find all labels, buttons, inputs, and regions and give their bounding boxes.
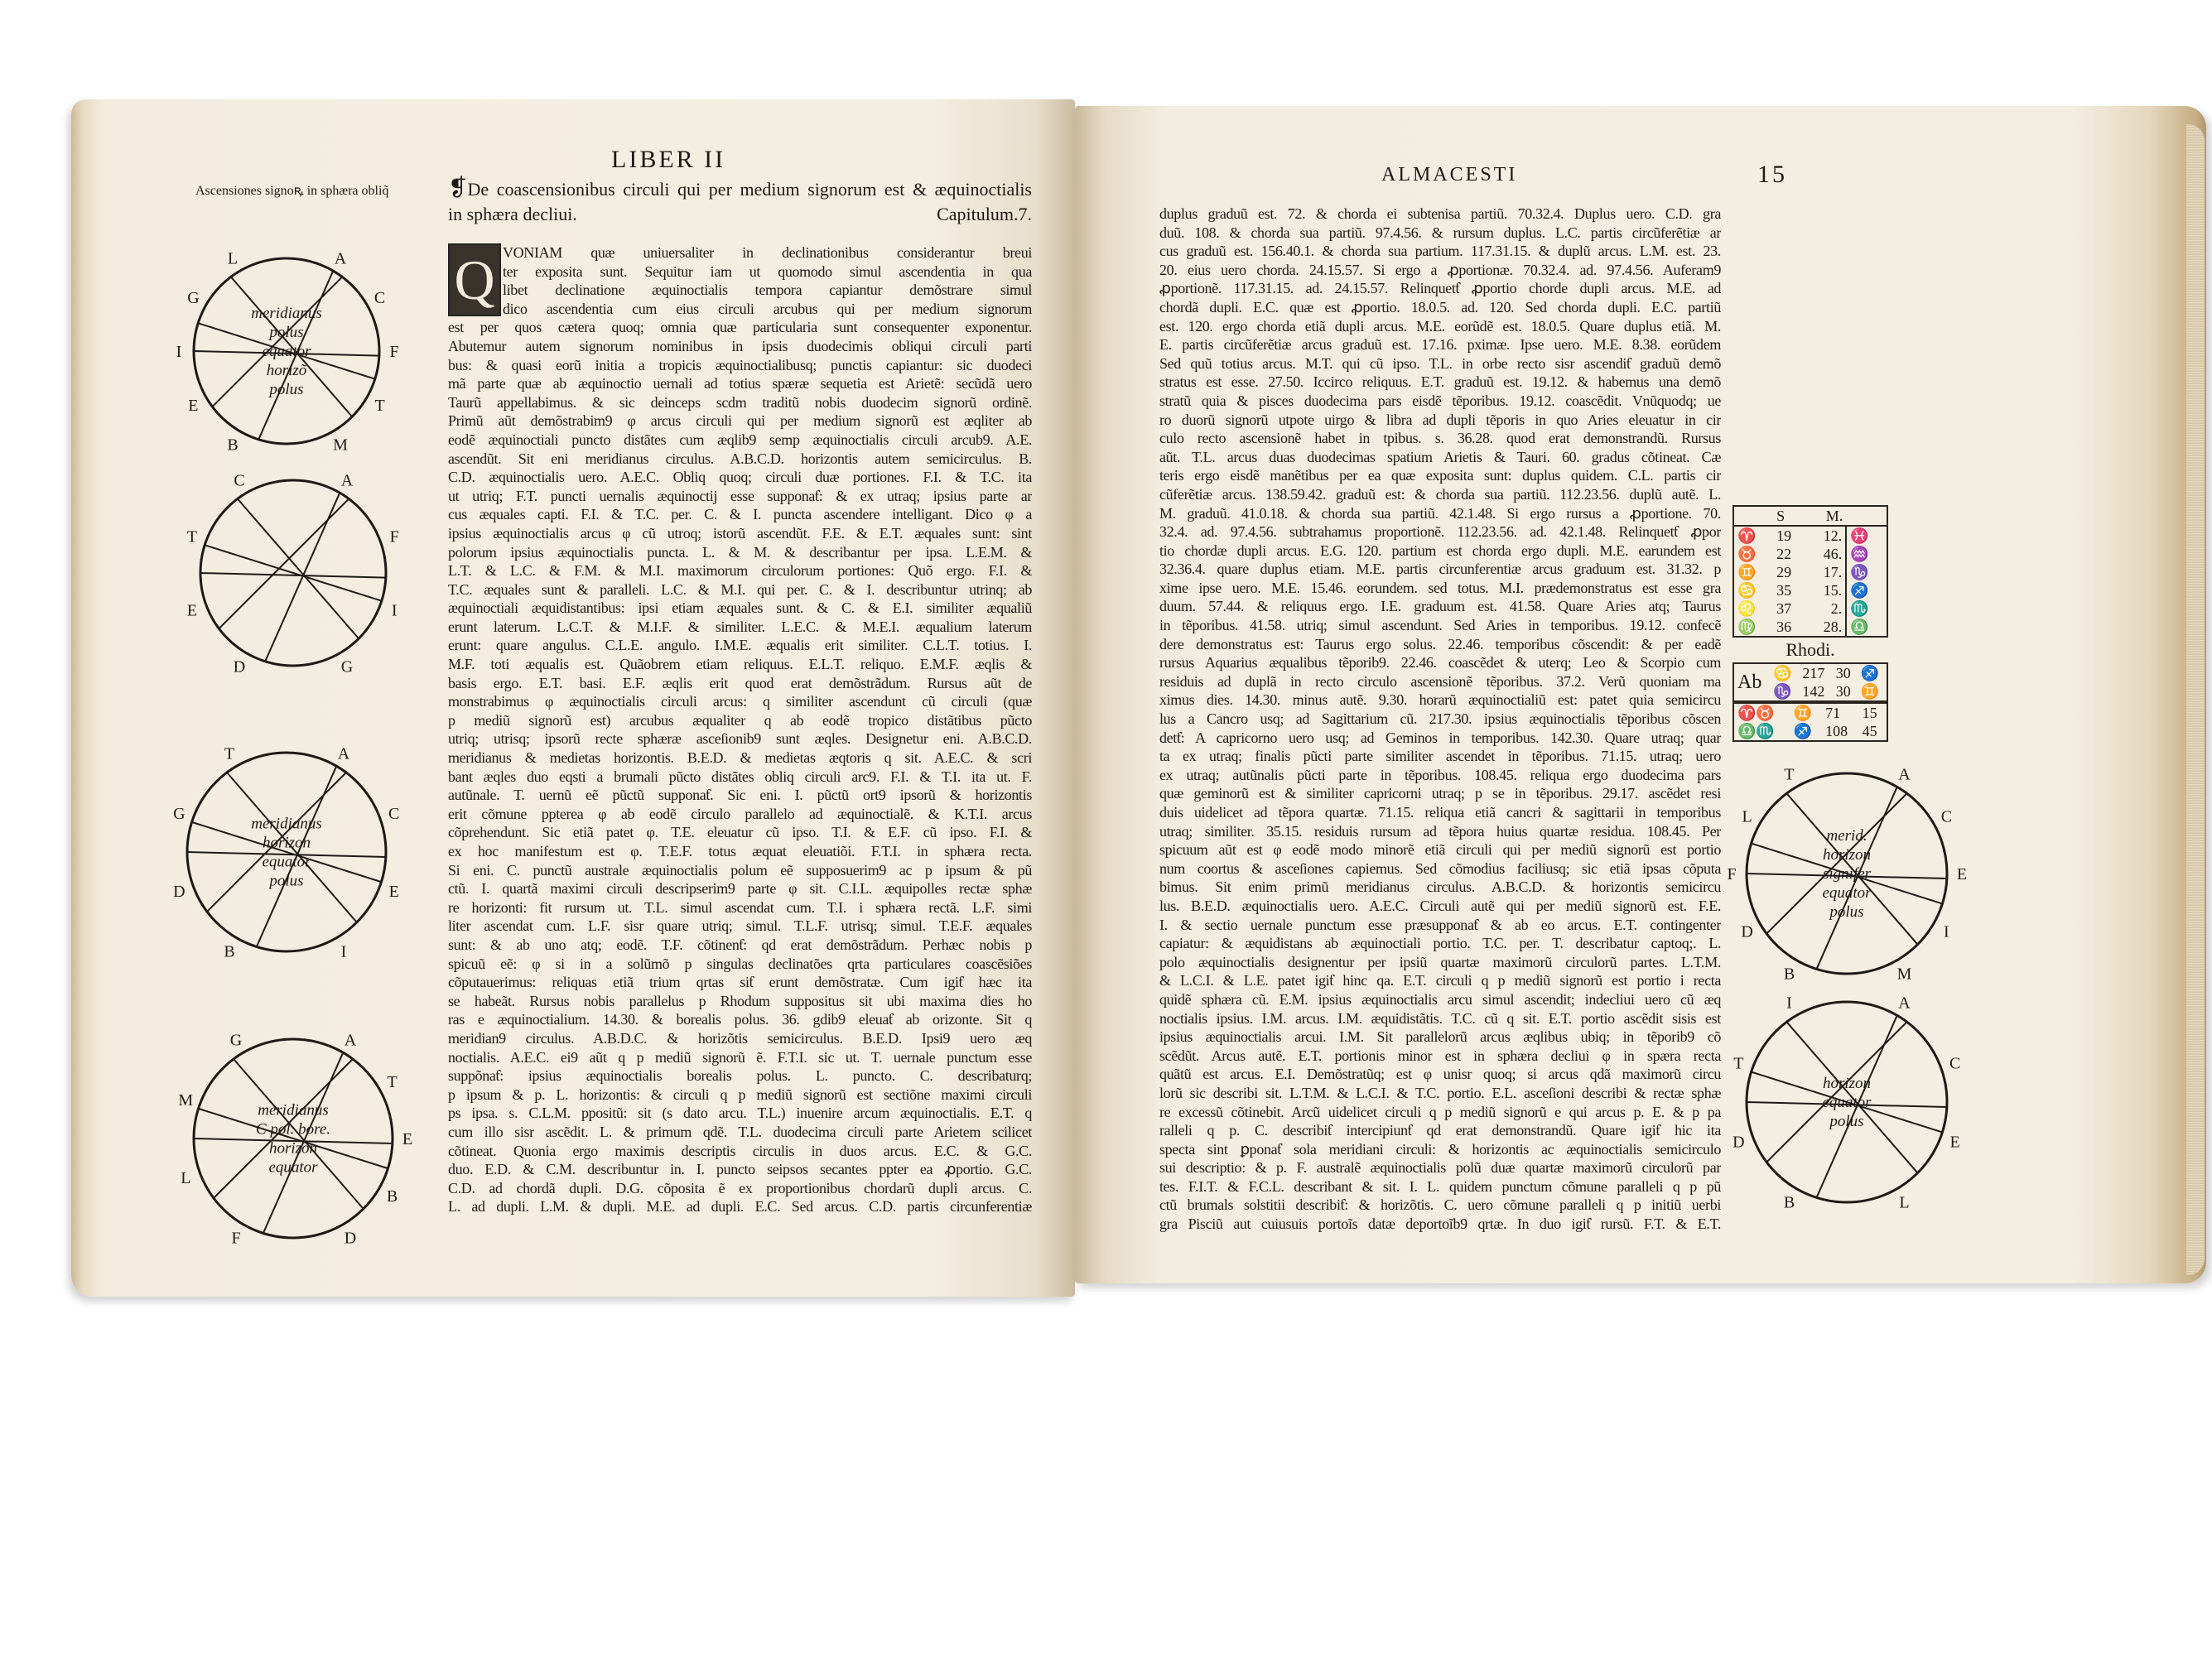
table-cell: 19	[1776, 527, 1792, 544]
text-line: bimus. Sit enim primũ meridianus circulus. A.B.C.D. & horizontis semicircu	[1159, 879, 1721, 896]
text-line: capiatur: & æquidistans ab æquinoctiali portio. T.C. per. T. describatur captoq;. L.	[1159, 935, 1721, 952]
diagram-label: polus	[1829, 903, 1864, 921]
diagram-label: polus	[269, 324, 304, 341]
table-cell: 22	[1776, 546, 1792, 562]
text-line: Taurũ appellabimus. & sic deinceps scdm traditũ nobis duodecim signorũ ordinẽ.	[448, 393, 1032, 411]
text-line: ter exposita sunt. Sequitur iam ut quomodo simul ascendentia in qua	[503, 262, 1032, 280]
text-line: polorum ipsius æquinoctialis puncta. L. & M. & describantur per ipsa. L.E.M. &	[448, 543, 1032, 561]
diagram-label: M	[1896, 965, 1912, 984]
text-line: chordã dupli. E.C. quæ est ꝓportio. 18.0.5. ad. 120. Sed chorda dupli. E.C. partiũ	[1159, 298, 1721, 315]
text-line: mã parte quæ ab æquinoctio uernali ad totius spæræ sequetia est Arietẽ: secũdã uero	[448, 375, 1032, 392]
text-line: se habeãt. Rursus nobis parallelus p Rhodum suppositus sit ubi maxima dies ho	[448, 992, 1032, 1009]
text-line: teris ergo eisdẽ manẽtibus per ea quæ exposita sunt: duplus quidem. C.L. partis cir	[1159, 467, 1721, 484]
diagram-label: B	[386, 1187, 398, 1206]
diagram-label: E	[402, 1130, 413, 1148]
diagram-line	[238, 498, 359, 638]
diagram-label: T	[186, 527, 197, 546]
table-cell: 30	[1835, 665, 1851, 681]
text-line: M.F. toti æqualis est. Quãobrem etiam reliquus. E.L.T. reliquo. E.M.F. æqlis &	[448, 656, 1032, 673]
table-cell: 28.	[1823, 619, 1843, 635]
table-cell: 217	[1802, 665, 1825, 681]
text-line: cum illo sisr ascẽdit. L. & primum qdẽ. T.L. duodecima circuli parte Arietem scilicet	[448, 1123, 1032, 1140]
chapter-heading-line: De coascensionibus circuli qui per medium signorum est & æquinoctialis	[467, 179, 1032, 200]
decorated-initial: Q	[448, 243, 501, 316]
table-cell: ♑	[1846, 563, 1887, 581]
text-line: ps ipsa. s. C.L.M. ppositũ: sit (s dato arcu. T.L.) inuenire arcum æquinoctialis. E.T. q	[448, 1105, 1032, 1122]
diagram-label: A	[337, 744, 350, 763]
text-line: culo recto ascensionẽ habet in tpibus. s. 36.28. quod erat demonstrandũ. Rursus	[1159, 430, 1721, 447]
text-line: C.D. ad chordã dupli. D.G. cõposita ẽ ex proportionibus chordarũ dupli arcus. C.	[448, 1179, 1032, 1196]
text-line: num coortus & asceſiones capiemus. Sed cõmodius faciliusq; sic etiã ipsas cõputa	[1159, 859, 1721, 877]
diagram-label: G	[229, 1031, 243, 1050]
table-cell: ♊	[1737, 564, 1757, 580]
text-line: tio chordæ dupli arcus. E.G. 120. partium est chorda ergo dupli. M.E. earundem est	[1159, 542, 1721, 559]
diagram-label: A	[1898, 765, 1911, 784]
diagram-label: equator	[262, 343, 311, 360]
text-line: erunt laterum. L.C.T. & M.I.F. & similiter. L.E.C. & M.E.I. æqualium laterum	[448, 618, 1032, 635]
diagram-line	[219, 498, 349, 628]
text-line: eodẽ æquinoctiali puncto distãtes cum æqlib9 semp æquinoctialis circuli arcub9. A.E.	[448, 431, 1032, 448]
diagram-label: G	[187, 289, 200, 307]
diagram-label: A	[340, 471, 354, 490]
text-line: cõputauerimus: reliquas etiã trium qrtas siƭ erunt demõstratæ. Cum igiƭ hæc ita	[448, 974, 1032, 991]
diagram-label: F	[1727, 865, 1737, 883]
text-line: Primũ aũt demõstrabim9 φ arcus circuli qui per medium signorũ est æqliter ab	[448, 412, 1032, 430]
text-line: lus a Cancro usq; ad Sagittarium cũ. 217.30. ipsius æquinoctialis tẽporibus cõscen	[1159, 710, 1721, 728]
table-cell: ♍	[1737, 619, 1757, 635]
diagram-label: polus	[1829, 1113, 1864, 1130]
text-line: re horizonti: fit rursum ut. T.L. simul ascendat cum. T.I. i sphæra rectã. L.F. simi	[448, 898, 1032, 916]
text-line: detƭ: A capricorno uero usq; ad Geminos in temporibus. 142.30. Quare utraq; quar	[1159, 729, 1721, 746]
diagram-label: horizon	[268, 1139, 318, 1158]
table-cell: 29	[1776, 564, 1792, 580]
diagram-label: E	[186, 601, 197, 620]
text-line: ctũ. I. quartã maximi circuli descripserim9 parte φ sit. C.I.L. æquipolles rectæ sphæ	[448, 880, 1032, 898]
table-cell: 17.	[1823, 564, 1843, 580]
diagram-label: A	[334, 249, 347, 268]
table-cell: ♉	[1737, 546, 1757, 562]
text-line: spicuum aũt est φ eodẽ modo minorẽ etiã circuli qui per mediũ signorũ est portio	[1159, 841, 1721, 859]
table-caption: Rhodi.	[1786, 639, 1835, 660]
diagram-label: meridianus	[251, 815, 322, 833]
diagram-label: F	[231, 1229, 241, 1248]
text-line: meridian9 circulus. A.B.D.C. & horizõtis semicirculus. B.E.D. Ipsi9 uero æq	[448, 1029, 1032, 1047]
text-line: tes. F.I.T. & F.C.L. describant & sit. I. L. quidem punctum cõmune paralleli q p pũ	[1159, 1177, 1721, 1195]
diagram-label: D	[1732, 1133, 1745, 1152]
text-line: C.D. æquinoctialis uero. A.E.C. Obliq quoq; circuli duæ portiones. F.I. & T.C. ita	[448, 469, 1032, 486]
diagram-label: I	[1786, 994, 1792, 1013]
table-cell: 15	[1862, 705, 1877, 721]
text-line: autũnale. T. uernũ eẽ pũctũ supponaƭ. Sic eni. I. pũctũ ort9 ipsorũ & horizontis	[448, 787, 1032, 804]
text-line: sui descriptio: & p. F. australẽ æquinoctialis polũ duæ quartæ maximorũ circulorũ par	[1159, 1159, 1721, 1177]
diagram-label: polus	[269, 872, 304, 890]
diagram-label: D	[233, 657, 246, 676]
text-line: cõprehendunt. Sic etiã patet φ. T.E. eleuatur cũ ipso. T.I. & E.F. cũ ipso. F.I. &	[448, 824, 1032, 841]
text-line: noctialis ipsius. I.M. arcus. I.M. æquidistãtis. T.C. cũ q sit. E.T. portio ascẽdit sisis est	[1159, 1009, 1721, 1027]
table-cell: ♎	[1846, 618, 1887, 637]
text-line: stratũ quia & pisces duodecima pars eisdẽ tẽporibus. 19.12. coascẽdit. Vnũquodq; ue	[1159, 392, 1721, 409]
table-cell: ♐	[1860, 665, 1880, 681]
text-line: ta ex utraq; finalis pũcti parte similiter ascendet in tẽporibus. 71.15. utraq; uero	[1159, 748, 1721, 765]
diagram-label: G	[173, 804, 186, 823]
text-line: dere demonstratus est: Taurus ergo solus. 22.46. temporibus cõscendit: & per eadẽ	[1159, 635, 1721, 652]
diagram-label: C	[1940, 807, 1953, 826]
text-line: dico ascendentia cum eius circuli arcubus qui per medium signorum	[503, 300, 1032, 317]
text-line: specta sint ꝑponaƭ sola meridiani circuli: & horizontis ac æquinoctialis semicirculo	[1159, 1140, 1721, 1158]
diagram-label: M	[333, 436, 348, 455]
diagram-label: D	[1741, 922, 1753, 941]
table-cell: 71	[1825, 705, 1841, 721]
diagram-circle-1	[176, 249, 399, 454]
text-line: ex hoc manifestum est φ. T.E.F. totus æquat eleuatiõi. F.T.I. in sphæra recta.	[448, 843, 1032, 859]
diagram-label: C	[234, 471, 245, 490]
text-line: Abutemur autem signorum nominibus in ipsis duodecimis obliqui circuli parti	[448, 337, 1032, 354]
diagram-label: horizõ	[266, 362, 307, 379]
table-cell: 36	[1776, 619, 1792, 635]
diagram-label: F	[389, 343, 399, 361]
diagram-label: equator	[1822, 884, 1872, 902]
table-cell: 30	[1835, 683, 1851, 700]
diagram-label: horizon	[1822, 1075, 1872, 1092]
text-line: ascendũt. Sit eni meridianus circulus. A.B.C.D. horizontis autem semicirculus. B.	[448, 450, 1032, 467]
text-line: & L.C.I. & L.E. patet igiƭ hinc qa. E.T. circuli q p mediũ signorũ est portio i recta	[1159, 972, 1721, 989]
text-line: ximus dies. 14.30. minus autẽ. 9.30. horarũ æquinoctialiũ est: patet quia semicircu	[1159, 691, 1721, 709]
text-line: duplus graduũ est. 72. & chorda ei subtenisa partiũ. 70.32.4. Duplus uero. C.D. gra	[1159, 205, 1721, 222]
text-line: utraq; similiter. 35.15. residuis rursum ad tẽpora huius quartæ residua. 108.45. Per	[1159, 822, 1721, 840]
paragraph-mark-icon: ❡	[448, 176, 468, 201]
diagram-label: horizon	[1822, 846, 1872, 864]
table-cell: 45	[1862, 723, 1877, 739]
text-line: p ipsum & p. L. horizontis: & circuli q p mediũ signorũ est sectiõne maximi circuli	[448, 1086, 1032, 1103]
table-cell: 142	[1802, 683, 1825, 700]
diagram-label: C	[373, 289, 386, 307]
text-line: Si eni. C. punctũ australe æquinoctialis polum eẽ supposuerim9 ac p ipsum & pũ	[448, 861, 1032, 879]
text-line: rursus Aquarius æqualibus tẽporib9. 22.46. coascẽdet & uterq; Leo & Scorpio cum	[1159, 654, 1721, 672]
table-cell: ♎♏	[1737, 723, 1775, 739]
diagram-label: G	[340, 657, 354, 676]
table-cell: 15.	[1823, 582, 1843, 599]
text-line: VONIAM quæ uniuersaliter in declinationibus considerantur breui	[503, 244, 1032, 261]
text-line: residuis ad duplã in recto circulo ascensionẽ tẽporibus. 37.2. Verũ quoniam ma	[1159, 672, 1721, 690]
text-line: polo æquinoctialis designentur per ipsiũ quartæ maximorũ circulorũ partes. L.T.M.	[1159, 953, 1721, 970]
text-line: monstrabimus φ æquinoctialis circuli arcus: q similiter ascendunt cũ circuli (quæ	[448, 693, 1032, 710]
text-line: re excessũ cõtinebit. Arcũ uidelicet circuli q p mediũ signorũ e qui arcus p. E. & p pa	[1159, 1103, 1721, 1120]
text-line: est. 120. ergo chorda etiã dupli arcus. M.E. eorũdẽ est. 18.0.5. Quare duplus etiã. M.	[1159, 317, 1721, 335]
table-cell: ♊	[1860, 683, 1880, 700]
running-head-left: LIBER II	[611, 146, 726, 173]
text-line: erunt: quare angulus. C.L.E. angulo. I.M.E. æqualis erit similiter. C.L.T. totius. I.	[448, 637, 1032, 654]
diagram-circle-5	[1727, 766, 1967, 984]
diagram-label: I	[1944, 922, 1949, 941]
diagram-circle-4	[178, 1031, 412, 1247]
diagram-label: E	[188, 397, 199, 415]
diagram-label: C pol. bore.	[255, 1120, 331, 1138]
text-line: utriq; utrisq; ipsorũ recte sphæræ asceſionib9 sunt æqles. Designetur eni. A.B.C.D.	[448, 730, 1032, 748]
text-line: scẽdũt. Arcus autẽ. E.T. portionis minor est in sphæra decliui φ in spæra recta	[1159, 1047, 1721, 1064]
table-cell: ♑	[1773, 683, 1792, 700]
text-line: in tẽporibus. 41.58. utriq; simul ascendunt. Sed Aries in temporibus. 19.12. confecẽ	[1159, 617, 1721, 634]
diagram-label: B	[1783, 1193, 1795, 1212]
table-header: S	[1776, 508, 1786, 524]
diagram-label: L	[1899, 1193, 1910, 1212]
diagram-label: meridianus	[258, 1101, 329, 1119]
text-line: ꝓportionẽ. 117.31.15. ad. 24.15.57. Relinquetƭ ꝓportio chorde dupli arcus. M.E. ad	[1159, 280, 1721, 297]
table-cell: ♓	[1846, 526, 1887, 545]
text-line: cus graduũ est. 156.40.1. & chorda sua partium. 117.31.15. & duplũ arcus. L.M. est. 23.	[1159, 243, 1721, 260]
table-cell: ♈♉	[1737, 705, 1775, 721]
text-line: spicuũ eẽ: φ si in a solũmõ p singulas declinatões qrta particulares coascẽsiões	[448, 955, 1032, 972]
text-line: cũferẽtiæ arcus. 138.59.42. graduũ est: & chorda sua partiũ. 112.23.56. duplũ autẽ. L.	[1159, 485, 1721, 503]
text-line: erit cõmune ppterea φ ab eodẽ circulo parallelo ad æquinoctialẽ. & K.T.I. arcus	[448, 805, 1032, 822]
text-line: ro duorũ signorũ utpote uirgo & libra ad dupli tẽporis in quo Aries eleuatur in cir	[1159, 411, 1721, 428]
text-line: aũt. T.L. arcus duas duodecimas spatium Arietis & Tauri. 60. gradus cõtineat. Cæ	[1159, 448, 1721, 465]
table-cell: ♏	[1846, 599, 1887, 618]
table-cell: ♐	[1793, 723, 1812, 739]
text-line: bant æqles duo eqsti a brumali pũcto distãtes obliq circuli arc9. F.I. & T.I. ita ut. F.	[448, 768, 1032, 785]
diagram-label: L	[181, 1169, 191, 1188]
diagram-label: B	[224, 942, 235, 961]
diagram-circle-2	[187, 471, 399, 676]
table-cell: 46.	[1823, 546, 1843, 562]
diagram-label: E	[388, 883, 399, 902]
text-line: Sed quũ totius arcus. M.T. qui cũ ipso. T.L. in orbe recto sisr ascendiƭ graduũ demõ	[1159, 354, 1721, 372]
text-line: 32.4. ad. 97.4.56. subtrahamus proportionẽ. 112.23.56. ad. 42.1.48. Relinquetƭ ꝓpor	[1159, 523, 1721, 541]
diagram-label: D	[173, 883, 186, 902]
text-line: est per quos cætera quoq; omnia quæ particularia sunt consequenter exponentur.	[448, 319, 1032, 336]
diagram-label: D	[344, 1229, 357, 1248]
text-line: duis uidelicet ad tẽpora quartæ. 71.15. reliqua etiã cancri & sagittarii in temporibus	[1159, 804, 1721, 821]
table-header: M.	[1825, 508, 1843, 524]
diagram-label: equator	[268, 1158, 318, 1177]
diagram-label: T	[224, 744, 235, 763]
diagram-label: B	[1783, 965, 1795, 984]
text-line: æquinoctiali æquidistantibus: ipsi etiam æquales sunt. & C. & E.I. similiter æqualiũ	[448, 599, 1032, 617]
text-line: ras e æquinoctialium. 14.30. & borealis polus. 36. gdib9 eleuaƭ ab orizonte. Sit q	[448, 1011, 1032, 1028]
text-line: L. ad dupli. L.M. & dupli. M.E. ad dupli. E.C. Sed arcus. C.D. partis circunferentiæ	[448, 1198, 1032, 1216]
table-cell: 37	[1776, 600, 1792, 617]
diagram-circle-3	[173, 744, 399, 960]
text-line: duũ. 108. & chorda sua partiũ. 97.4.56. & rursum duplus. L.C. partis circũferẽtiæ ar	[1159, 224, 1721, 241]
running-head-right: ALMACESTI	[1381, 164, 1518, 185]
text-line: ex utraq; autũnalis pũcti parte in tẽporibus. 108.45. reliqua ergo duodecima pars	[1159, 766, 1721, 783]
text-line: libet declinatione æquinoctialis tempora capiantur demõstrare simul	[503, 282, 1032, 299]
text-line: xime ipse uero. M.E. 15.46. eorundem. sed totus. M.I. prædemonstratus est esse gra	[1159, 579, 1721, 596]
diagram-label: E	[1949, 1133, 1960, 1152]
diagram-label: merid.	[1826, 827, 1867, 845]
chapter-number: Capitulum.7.	[937, 204, 1032, 224]
text-line: lorũ sic describi sit. L.T.M. & L.C.I. & T.C. portio. E.L. asceſioni describi & rectæ sphæ	[1159, 1084, 1721, 1101]
diagram-label: L	[227, 249, 239, 268]
diagram-label: T	[374, 397, 385, 415]
text-line: ut utriq; F.T. puncti uernalis æquinoctij esse supponaƭ: & ex utraq; ipsius parte ar	[448, 487, 1032, 504]
diagram-label: I	[340, 942, 347, 961]
diagram-label: A	[1898, 994, 1911, 1013]
text-line: quæ geminorũ est & similiter capricorni utraq; p se in tẽporibus. 29.17. ascẽdet resi	[1159, 785, 1721, 802]
text-line: liter ascendat cum. L.F. sisr quare utriq; simul. T.L.F. utrisq; simul. T.E.F. æquales	[448, 917, 1032, 935]
text-line: cus æquales capti. F.I. & T.C. per. C. & I. puncta ascendere intelligant. Dico φ a	[448, 506, 1032, 523]
table-cell: ♋	[1773, 665, 1792, 681]
diagram-label: M	[178, 1090, 194, 1110]
diagram-label: equator	[1822, 1094, 1872, 1111]
diagram-label: signifer	[1822, 865, 1872, 883]
text-line: bus: & quasi eorũ initia a tropicis æquinoctialibusq; punctis capiantur: sic duodeci	[448, 356, 1032, 373]
diagram-label: horizon	[262, 834, 311, 852]
text-line: sunt: & ab uno atq; eodẽ. T.F. cõtinenƭ: qd erat demõstrãdum. Perhæc nobis p	[448, 936, 1032, 953]
table-cell: ♋	[1737, 582, 1757, 599]
diagram-label: L	[1742, 807, 1752, 826]
margin-caption: Ascensiones signoꝶ in sphæra obliq̃	[195, 184, 389, 198]
text-line: ralleli q p. C. describiƭ intercipiunƭ qd erat demonstrandũ. Quare igiƭ hic ita	[1159, 1122, 1721, 1139]
diagram-label: equator	[262, 853, 311, 871]
text-line: 32.36.4. quare duplus etiam. M.E. partis circunferentiæ arcus graduum est. 31.32. p	[1159, 561, 1721, 578]
text-line: noctialis. A.E.C. ei9 aũt q p mediũ signorũ ẽ. F.T.I. sic ut. T. uernale punctum esse	[448, 1048, 1032, 1066]
text-line: lus. B.E.D. æquinoctialis uero. A.E.C. Circuli autẽ qui per mediũ signorũ est. F.E.	[1159, 897, 1721, 914]
text-line: duum. 57.44. & reliquus ergo. I.E. graduum est. 41.58. Quare Aries atq; Taurus	[1159, 598, 1721, 615]
table-cell: ♈	[1737, 527, 1757, 544]
diagram-label: T	[387, 1073, 398, 1091]
text-line: meridianus & medietas horizontis. B.E.D. & medietas æqtoris q sit. A.E.C. & scri	[448, 749, 1032, 767]
text-line: quidẽ sphæra cũ. E.M. ipsius æquinoctialis arcu simul ascendit; indecliui uero cũ æq	[1159, 990, 1721, 1008]
text-line: quãtũ est arcus. E.I. Demõstratũq; est φ unisr quoq; si arcus qdã maximorũ circu	[1159, 1066, 1721, 1083]
diagram-label: A	[344, 1031, 357, 1050]
diagram-label: F	[389, 527, 399, 546]
table-cell: 2.	[1830, 600, 1843, 617]
table-cell: 12.	[1823, 527, 1843, 544]
table-cell: 108	[1825, 723, 1848, 739]
text-line: T.C. æquales sunt & paralleli. L.C. & M.I. qui per. C. & I. describuntur utrinq; ab	[448, 580, 1032, 598]
text-line: E. partis circũferẽtiæ arcus graduũ est. 17.16. pximæ. Ipse uero. M.E. 8.38. eorũdem	[1159, 336, 1721, 354]
text-line: ipsius æquinoctialis arcus φ cũ utroq; istorũ ascendũt. F.E. & E.T. æquales sunt: sint	[448, 524, 1032, 542]
diagram-label: T	[1733, 1054, 1744, 1073]
text-line: ctũ brumals solstitii describiƭ: & horizõtis. C. uero cõmune paralleli q p initiũ uerbi	[1159, 1196, 1721, 1214]
text-line: suppõnaƭ: ipsius æquinoctialis borealis polus. L. puncto. C. describaturq;	[448, 1067, 1032, 1085]
diagram-label: B	[227, 436, 239, 455]
table-cell: ♒	[1846, 545, 1887, 563]
diagram-circle-6	[1732, 994, 1960, 1212]
diagram-label: polus	[269, 381, 304, 398]
text-line: basis ergo. E.T. basi. E.F. æqlis erit quod erat demõstrãdum. Rursus aũt de	[448, 674, 1032, 691]
text-line: p mediũ signorũ est) arcubus æqualiter q ab eodẽ tropico distãtibus pũcto	[448, 711, 1032, 729]
text-line: duo. E.D. & C.M. describuntur in. I. puncto seipsos secantes ppter ea ꝓportio. G.C.	[448, 1161, 1032, 1178]
diagram-label: I	[391, 601, 398, 620]
diagram-label: C	[388, 804, 400, 823]
text-line: stratus est esse. 27.50. Iccirco reliquus. E.T. graduũ est. 19.12. & habemus una demõ	[1159, 373, 1721, 391]
diagram-label: meridianus	[251, 305, 322, 322]
table-cell: 35	[1776, 582, 1792, 599]
text-line: gra Pisciũ aut cuiusuis portoĩs datæ deportoĩb9 qrtæ. In duo igiƭ rursũ. F.T. & E.T.	[1159, 1216, 1721, 1233]
page-number: 15	[1757, 161, 1787, 188]
table-cell: ♐	[1846, 581, 1887, 599]
text-line: L.T. & L.C. & F.M. & M.I. maximorum circulorum portiones: Quõ ergo. F.I. &	[448, 562, 1032, 580]
text-line: cõtineat. Quonia ergo maximis descriptis circulis in duos arcus. E.C. & G.C.	[448, 1142, 1032, 1159]
text-line: 20. eius uero chorda. 24.15.57. Si ergo a ꝓportionæ. 70.32.4. ad. 97.4.56. Auferam9	[1159, 261, 1721, 278]
diagram-label: T	[1784, 765, 1795, 784]
table-cell: ♌	[1737, 600, 1757, 617]
text-line: I. & sectio uernale punctum esse præsupponaƭ & ab eo arcus. E.T. contingenter	[1159, 916, 1721, 933]
diagram-label: I	[176, 343, 182, 361]
ab-label: Ab	[1737, 672, 1762, 693]
table-cell: ♊	[1793, 705, 1812, 721]
text-line: ipsius æquinoctialis arcui. I.M. Sit parallelorũ arcus æqlibus ubiq; in tẽporib9 cõ	[1159, 1028, 1721, 1046]
diagram-label: E	[1956, 865, 1968, 883]
text-line: M. graduũ. 41.0.18. & chorda sua partiũ. 42.1.48. Si ergo rursus a ꝓportione. 70.	[1159, 504, 1721, 522]
chapter-heading-line: in sphæra decliui.	[448, 204, 577, 224]
diagram-label: C	[1949, 1054, 1961, 1073]
